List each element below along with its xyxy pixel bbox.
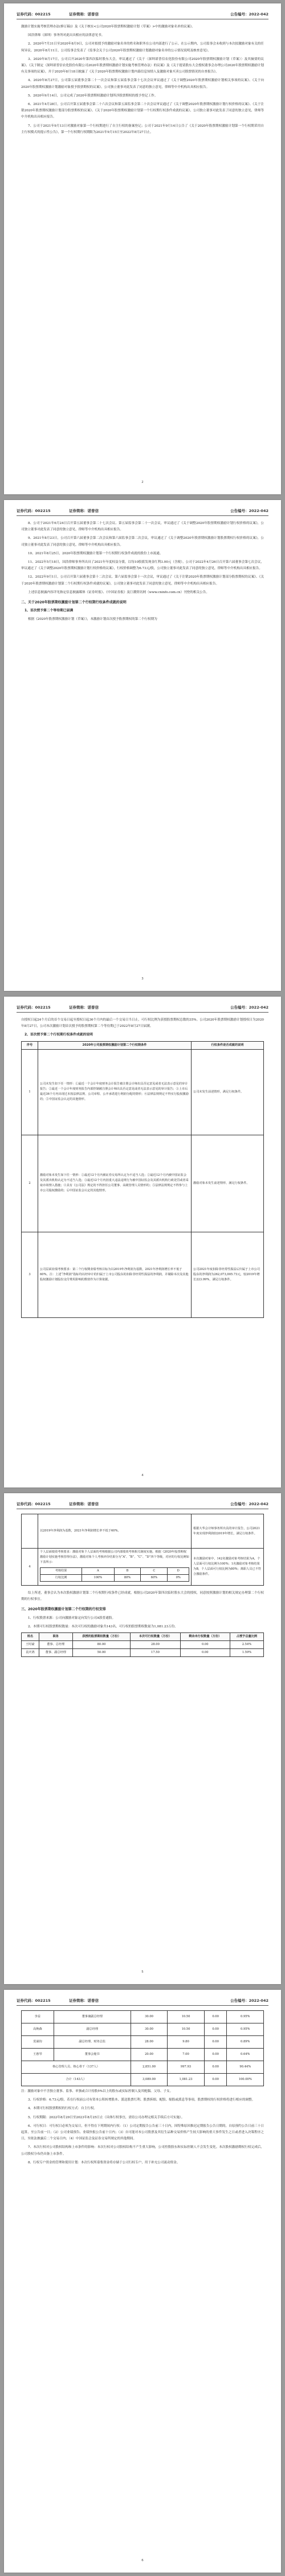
notice-number: 公告编号：2022-042 [230,12,268,17]
notice-number: 公告编号：2022-042 [230,1005,268,1010]
page-header [17,1005,268,1013]
page-body [21,521,264,626]
paragraph: 根据《2020年股票期权激励计划（草案）》，本激励计划首次授予股票期权的第二个行权期为 [28,618,157,622]
paragraph: 5、行权期限：2022年8月29日至2023年8月25日止（具体行权事宜，需待公司办理完相关手续后方可实施）。 [28,2115,185,2119]
paragraph: 10、2021年8月25日，2020年股票期权激励计划第一个行权期行权条件成就的股份上市流通。 [28,551,163,555]
cell-remaining: 0.00 [180,1649,230,1657]
col-header-remaining: 剩余未行权数量（万份） [180,1633,230,1641]
cell-position: 副总经理、财务总监 [54,2036,131,2049]
col-header-result: 行权条件是否成就的说明 [192,1041,264,1049]
table-note: 注：激励对象中不含独立董事、监事、单独或合计持股5%以上的股东或实际控制人及其配偶、父母、子女。 [21,2090,173,2093]
cell-remaining: 0.00 [204,2049,227,2061]
cell-position: 董事会秘书 [54,2049,131,2061]
ratio-row [40,1575,189,1582]
grade-cell: A [82,1568,114,1575]
allocation-table [21,1632,264,1657]
table-header-row [22,1633,264,1641]
vesting-conditions-table [21,1041,264,1318]
col-header-no: 序号 [22,1041,38,1049]
table-row [22,1135,264,1232]
subsection-heading: 2、首次授予第二个行权期行权条件成就的说明 [25,1033,93,1037]
page-body [21,24,264,138]
row-result: 根据大华会计师事务所出具的审计报告，公司2021年度实现净利润较2019年增长，满足行权条件。 [192,1514,264,1549]
grade-cell: B [114,1568,141,1575]
row-no: 4 [22,1549,38,1586]
paragraph: 7、本次行权对公司股权结构和上市条件的影响：本次行权对公司股权结构不产生重大影响，公司控股股东和实际控制人不会发生变化。本次股权激励期权行权完成后，公司股权分布仍具备上市条件。 [21,2146,264,2156]
row-no [22,1514,38,1549]
paragraph: 12、2022年9月1日，公司召开第六届董事会第十二次会议、第六届监事会第十一次会议，审议通过了《关于注销2020年股票期权激励计划部分股票期权的议案》、《关于2020年股票期权激励计划第二个行权期行权条件成就的议案》，公司独立董事对此发表了同意的独立意见，律师等中介机构出具相应报告。 [21,575,264,586]
row-condition [38,1549,192,1586]
document-page-3 [4,997,281,1487]
cell-exercisable: 17.50 [131,1649,180,1657]
paragraph: 2、2020年7月31日至2020年8月9日，公司对拟授予的激励对象名单的姓名和职务在公司内部进行了公示。在公示期内，公司监事会未收到与本次拟激励对象有关的任何异议。2020年8月11日，公司监事会发表了《监事会关于公司2020年股票期权激励计划激励对象名单的公示情况说明及核查意见》。 [21,42,264,53]
row-result: 公司未发生前述情形，满足行权条件。 [192,1049,264,1135]
cell-ratio: 100.00% [227,2074,264,2086]
paragraph: 4、本期可行权股票期权的行权方式：自主行权。 [28,2107,97,2111]
cell-granted: 3,089.00 [131,2074,167,2086]
paragraph: 4、2020年8月27日，公司第五届董事会第二十一次会议和第五届监事会第十七次会议审议通过了《关于调整2020年股票期权激励计划相关事项的议案》、《关于向2020年股票期权激励计划激励对象授予股票期权的议案》。公司独立董事对此发表了同意的独立意见，律师等中介机构出具相应报告。 [21,79,264,89]
paragraph: 11、2022年5月18日，国浩律师事务所出具了2021年年度权益分派，以每10股派发现金红利3.00元（含税），公司于2022年4月26日召开第六届董事会第七次会议，审议通过了《关于调整2020年股票期权激励计划行权价格的议案》，行权价格调整为6.73元/股，公司独立董事对此发表了同意的独立意见，律师等中介机构出具相应报告。 [21,561,264,571]
stock-short-name: 证券简称：诺普信 [69,509,99,513]
col-header-name: 姓名 [22,1633,39,1641]
cell-position: 副总经理 [54,2023,131,2036]
cell-position: 董事、总经理 [39,1641,72,1649]
cell-remaining: 0.00 [180,1641,230,1649]
subsection-heading: 1、首次授予第二个等待期已届满 [25,609,74,613]
notice-number: 公告编号：2022-042 [230,509,268,513]
page-header [17,508,268,516]
cell-exercisable: 997.93 [168,2061,204,2074]
section-heading: 三、2020年股票期权激励计划第二个行权期的行权安排 [21,1607,106,1612]
table-row [22,2023,264,2036]
cell-exercisable: 10.50 [168,2023,204,2036]
table-row [22,1232,264,1317]
stock-short-name: 证券简称：诺普信 [69,12,99,17]
table-row [22,2061,264,2074]
table-row [22,1649,264,1657]
cell-remaining: 0.00 [204,2074,227,2086]
document-page-2 [4,500,281,991]
stock-code: 证券代码：002215 [17,1005,51,1010]
header-divider [17,1012,268,1013]
cell-exercisable: 9.80 [168,2036,204,2049]
col-header-ratio: 占授予总量比例 [230,1633,263,1641]
cell-ratio: 0.95% [227,2023,264,2036]
paragraph: 5、2020年9月14日，公司完成了2020年股票期权激励计划所涉股票期权的授予登记工作。 [28,94,158,98]
page-number: 2 [141,481,144,484]
page-number: 4 [141,1474,144,1477]
paragraph: 3、行权价格：6.73元/股。若在行权前公司有资本公积转增股本、派送股票红利、股票拆细、配股、缩股或派息等事项，股票期权的行权价格将进行相应的调整。 [28,2098,255,2102]
table-row [22,1049,264,1135]
cell-name: 莫谋钧 [22,2036,54,2049]
cell-granted: 80.00 [72,1641,130,1649]
paragraph: 9、2021年8月23日，公司召开第六届董事会第二次会议和第六届监事会第二次会议，审议通过了《关于调整2020年股票期权激励计划股票期权行权价格的议案》，公司独立董事对此发表了同意的独立意见，律师等中介机构出具相应报告。 [21,537,264,547]
page-body [21,2010,264,2168]
stock-short-name: 证券简称：诺普信 [69,1005,99,1010]
ratio-cell: 60% [141,1575,168,1582]
document-page-5 [4,1990,281,2573]
cell-ratio: 0.64% [227,2049,264,2061]
row-result: 激励对象未发生前述情形，满足行权条件。 [192,1135,264,1232]
cell-name: 合计（143人） [22,2074,131,2086]
cell-granted: 30.00 [131,2023,167,2036]
table-row [22,2036,264,2049]
cell-exercisable: 28.00 [131,1641,180,1649]
cell-granted: 28.00 [131,2036,167,2049]
grade-row [40,1568,189,1575]
cell-name: 李益 [22,2011,54,2023]
paragraph: 激励计划实施考核管理办法(修订稿)》及《关于核实<公司2020年股票期权激励计划（草案）>中的激励对象名单的议案》。 [21,25,195,29]
cell-remaining: 0.00 [204,2011,227,2023]
cell-ratio: 90.44% [227,2061,264,2074]
paragraph: 8、公司于2021年6月24日召开第五届董事会第二十七次会议、第五届监事会第二十一次会议，审议通过了《关于调整2020年股票期权激励计划行权价格的议案》，公司独立董事对此发表了同意的独立意见，律师等中介机构出具相应报告。 [21,522,264,532]
cell-position: 董事兼副总经理 [54,2011,131,2023]
notice-number: 公告编号：2022-042 [230,1998,268,2003]
cell-remaining: 0.00 [204,2036,227,2049]
grade-cell: 考核结果 [40,1568,82,1575]
paragraph: 6、可行权日：可行权日必须为交易日，但不得在下列期间内行权：（1）公司定期报告公告前三十日内，因特殊原因推迟定期报告公告日期的，自原预约公告日前三十日起算，至公告前一日；（2）公司业绩预告、业绩快报公告前十日内；（3）自可能对本公司股票及其衍生品种交易价格产生较大影响的重大事件发生之日或者进入决策程序之日，至依法披露后二个交易日内；（4）中国证监会及证券交易所规定的其他期间。 [21,2124,264,2141]
paragraph: 综上所述，董事会认为本次股权激励计划第二个行权期行权条件已经成就，根据公司2020年第四次临时股东大会的授权，同意按照激励计划的相关规定办理第二个行权期的行权事宜。 [21,1591,264,1602]
row-condition: 激励对象未发生如下任一情形：①最近12个月内被证券交易所认定为不适当人选；②最近12个月内被中国证监会及其派出机构认定为不适当人选；③最近12个月内因重大违法违规行为被中国证监会及其派出机构行政处罚或者采取市场禁入措施；④具有《公司法》规定的不得担任公司董事、高级管理人员情形的；⑤法律法规规定不得参与上市公司股权激励的；⑥中国证监会认定的其他情形。 [38,1135,192,1232]
col-header-granted: 获授的股票期权数量（万份） [72,1633,130,1641]
page-header [17,1501,268,1509]
grade-cell: C [141,1568,168,1575]
allocation-table-continued [21,2010,264,2086]
table-row [22,2049,264,2061]
page-header [17,1998,268,2006]
cell-granted: 30.00 [131,2011,167,2023]
page-body [21,1514,264,1657]
section-heading: 二、关于2020年股票期权激励计划第二个行权期行权条件成就的说明 [21,600,127,605]
cell-ratio: 1.59% [230,1649,263,1657]
cell-granted: 50.00 [72,1649,130,1657]
stock-code: 证券代码：002215 [17,509,51,513]
paragraph: 3、2020年8月17日，公司召开2020年第四次临时股东大会，审议通过了《关于〈深圳诺普信农化股份有限公司2020年股票期权激励计划（草案）〉及其摘要的议案》、《关于制定〈深圳诺普信农化股份有限公司2020年股票期权激励计划实施考核管理办法〉的议案》及《关于提请股东大会授权董事会办理公司2020年股票期权激励计划有关事项的议案》，并于2020年8月18日披露了《关于2020年股票期权激励计划内幕信息知情人及激励对象买卖公司股票情况的自查报告》。 [21,57,264,74]
page-header [17,11,268,19]
grade-ratio-table [40,1567,189,1582]
cell-name: 王时豪 [22,1641,39,1649]
cell-name: 高焕森 [22,2023,54,2036]
paragraph: 2、本期可行权股票期权数量：本次可行权的激励对象共143名，可行权的股票期权数量为1,081.23万份。 [28,1624,178,1628]
cell-name: 核心管理人员、核心骨干（137人） [22,2061,131,2074]
cell-name: 袁庆鸿 [22,1649,39,1657]
row-no: 3 [22,1232,38,1317]
stock-short-name: 证券简称：诺普信 [69,1502,99,1506]
row-condition: 以2019年净利润为基数，2021年净利润增长率不低于60%。 [38,1514,192,1549]
cell-ratio: 0.89% [227,2036,264,2049]
row-result: 公司2021年度扣除非经常性损益后归属于上市公司股东的净利润为262,073,005.73元，较2019年增长223.99%，满足行权条件。 [192,1232,264,1317]
col-header-position: 职务 [39,1633,72,1641]
ratio-cell: 80% [114,1575,141,1582]
table-total-row [22,2074,264,2086]
notice-number: 公告编号：2022-042 [230,1502,268,1506]
header-divider [17,515,268,516]
ratio-cell: 0% [168,1575,189,1582]
paragraph: 自授权日起24个月后的首个交易日起至授权日起36个月内的最后一个交易日当日止，可行权比例为获授股票期权总数的35%。公司2020年股票期权激励计划授权日为2020年8月27日，公司本次激励计划首次授予的股票期权第二个等待期已于2022年8月27日届满。 [21,1018,264,1029]
row-no: 2 [22,1135,38,1232]
cell-remaining: 0.00 [204,2023,227,2036]
cell-granted: 2,851.00 [131,2061,167,2074]
table-header-row [22,1041,264,1049]
cell-granted: 20.00 [131,2049,167,2061]
page-number: 3 [141,977,144,981]
page-number: 5 [141,1970,144,1974]
cell-ratio: 0.95% [227,2011,264,2023]
stock-short-name: 证券简称：诺普信 [69,1998,99,2003]
table-row [22,2011,264,2023]
paragraph: 8、行权专户资金的管理和使用计划：本次行权所募集资金将存储于公司行权专户，用于补充公司流动资金。 [28,2160,180,2164]
page-body [21,1017,264,1318]
page-number: 6 [141,2559,144,2562]
stock-code: 证券代码：002215 [17,12,51,17]
cell-exercisable: 7.00 [168,2049,204,2061]
header-divider [17,2005,268,2006]
vesting-conditions-table-continued [21,1514,264,1586]
col-header-condition: 2020年公司股票期权激励计划第二个行权期条件 [38,1041,192,1049]
ratio-cell: 行权比例 [40,1575,82,1582]
table-row [22,1641,264,1649]
cell-exercisable: 10.50 [168,2011,204,2023]
paragraph: 国浩律师（深圳）事务所对此出具相应的法律意见书。 [28,34,105,38]
col-header-exercisable: 本次可行权数量（万份） [131,1633,180,1641]
cell-remaining: 0.00 [204,2061,227,2074]
row-condition: 公司未发生如下任一情形：①最近一个会计年度财务会计报告被注册会计师出具否定意见或者无法表示意见的审计报告；②最近一个会计年度财务报告内部控制被注册会计师出具否定意见或者无法表示意见的审计报告；③上市后最近36个月内出现过未按法律法规、公司章程、公开承诺进行利润分配的情形；④法律法规规定不得实行股权激励的；⑤中国证监会认定的其他情形。 [38,1049,192,1135]
ratio-cell: 100% [82,1575,114,1582]
cell-ratio: 2.54% [230,1641,263,1649]
row-condition: 公司层面业绩考核要求：第二个行权期业绩考核目标为以2019年净利润为基数，2021年净利润增长率不低于60%。注：上述“净利润”指标均以经审计的归属于上市公司股东的扣除非经常性损益的净利润，并剔除本次及其他股权激励计划股份支付费用影响的数值作为计算依据。 [38,1232,192,1317]
document-page-1 [4,3,281,494]
cell-position: 董事、副总经理 [39,1649,72,1657]
stock-code: 证券代码：002215 [17,1998,51,2003]
stock-code: 证券代码：002215 [17,1502,51,1506]
row-no: 1 [22,1049,38,1135]
cell-exercisable: 1,081.23 [168,2074,204,2086]
paragraph: 1、行权股票来源：公司向激励对象定向发行公司A股普通股。 [28,1616,116,1620]
paragraph: 上述信息披露内容详见指定信息披露媒体《证券时报》、《中国证券报》及巨潮资讯网（www.cninfo.com.cn）刊登的相关公告。 [28,590,209,594]
table-row [22,1514,264,1549]
grade-cell: D [168,1568,189,1575]
row-result: 本次激励对象中，142名激励对象考核结果为A，个人层面可行权比例为100%；1名激励对象考核结果为B，个人层面可行权比例为80%；离职人员已不符合激励条件。 [192,1549,264,1586]
paragraph: 6、2021年4月28日，公司召开第五届董事会第二十六次会议和第五届监事会第二十次会议审议通过了《关于调整2020年股票期权激励计划行权价格的议案》、《关于注销2020年股票期权激励计划部分股票期权的议案》、《关于2020年股票期权激励计划第一个行权期行权条件成就的议案》，公司独立董事对此发表了同意的独立意见，律师等中介机构出具相应报告。 [21,103,264,119]
document-page-4 [4,1493,281,1984]
paragraph: 7、公司于2021年9月13日对激励对象第一个行权期进行了自主行权的备案登记；公司于2021年9月14日公告了《关于2020年股票期权激励计划第一个行权期采用自主行权模式的提示性公告》，第一个行权期行权期限为2021年9月15日至2022年8月27日止。 [21,124,264,134]
table-row [22,1549,264,1586]
cell-name: 王惠琴 [22,2049,54,2061]
condition-text: 个人层面绩效考核要求：激励对象个人层面的考核根据公司内部绩效考核相关制度实施。根据《2020年股票期权激励计划实施考核管理办法》，激励对象个人考核评价结果分为“A”、“B”、“C”、“D”四个等级，对应的行权比例如下表所示： [40,1550,189,1564]
